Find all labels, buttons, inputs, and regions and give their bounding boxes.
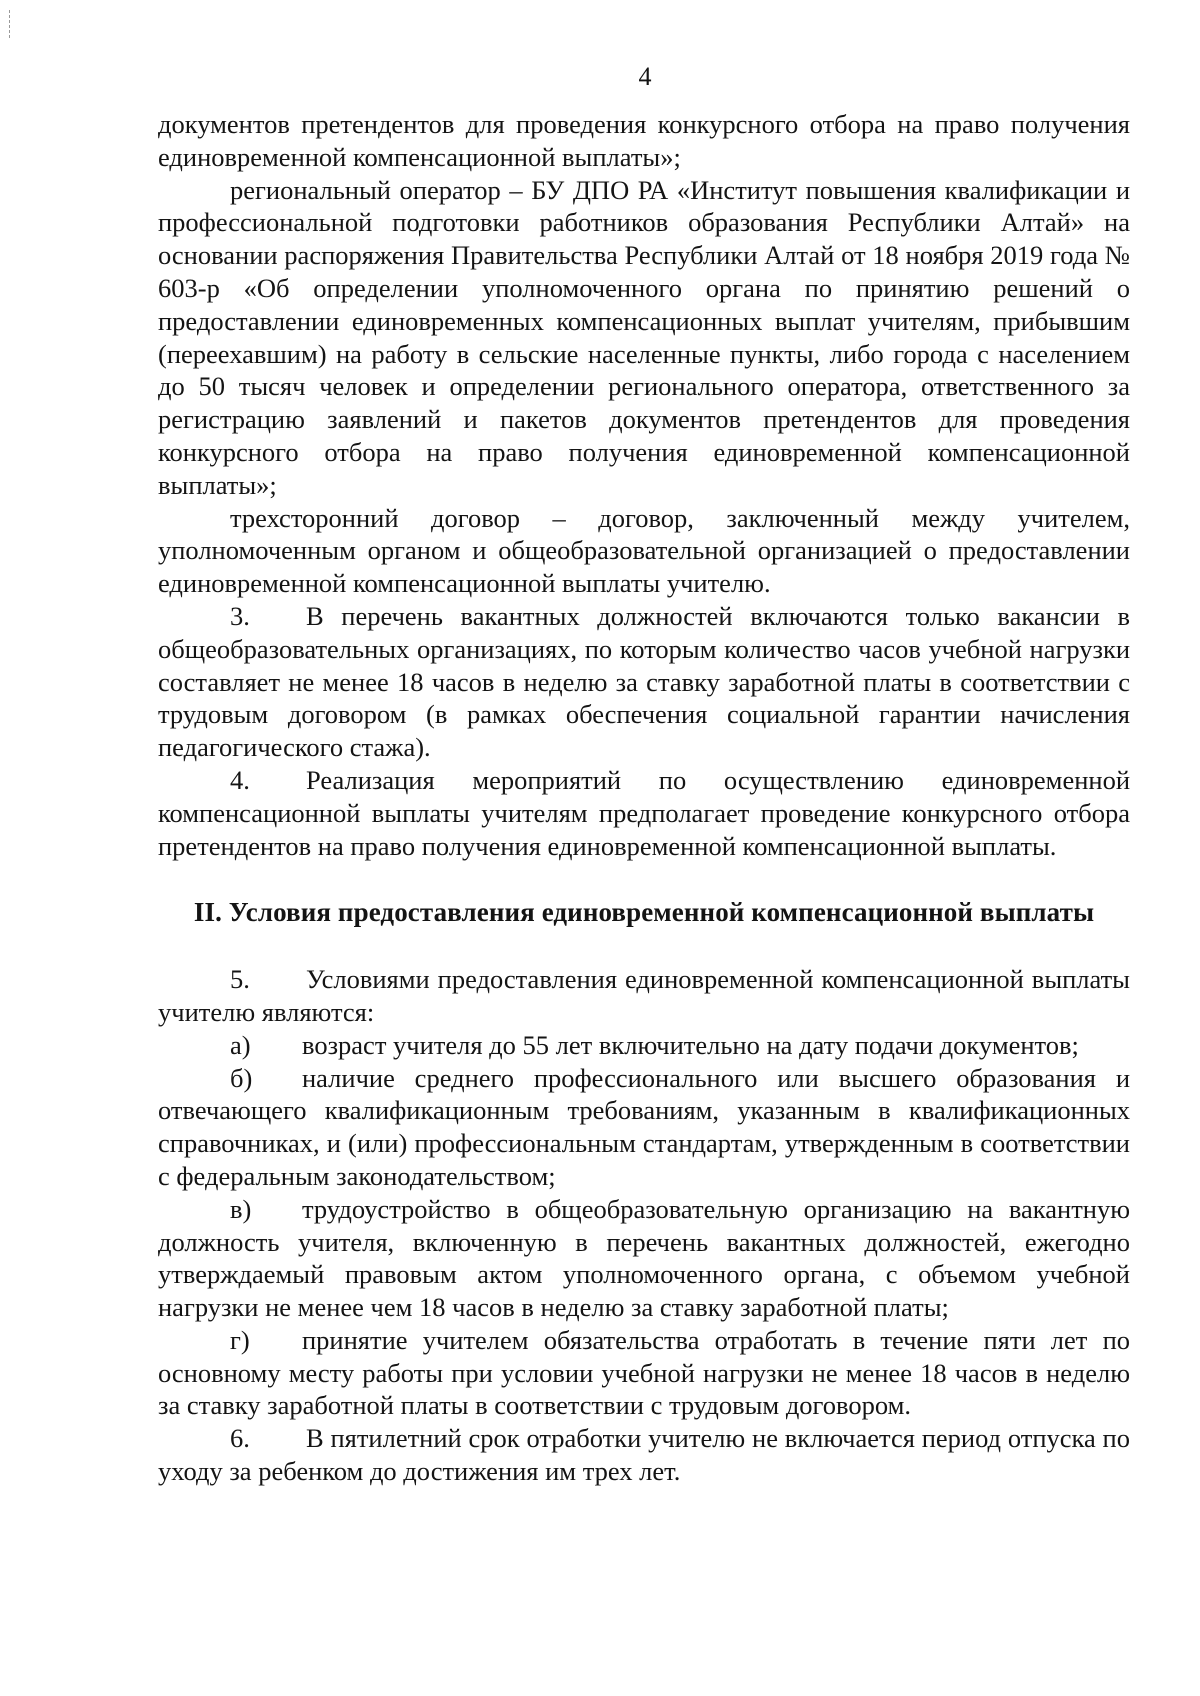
item-text: Реализация мероприятий по осуществлению единовременной компенсационной выплаты учителям предполагает проведение конкурсного отбора претендентов на право получения единовременной компенсационной выплаты. (158, 764, 1130, 861)
paragraph-continuation: документов претендентов для проведения конкурсного отбора на право получения единовременной компенсационной выплаты»; (158, 109, 1130, 172)
subitem-letter: б) (230, 1062, 253, 1093)
subitem-text: наличие среднего профессионального или высшего образования и отвечающего квалификационным требованиям, указанным в квалификационных справочниках, и (или) профессиональным стандартам, утвержденным в соответствии с федеральным законодательством; (158, 1062, 1130, 1191)
subitem-b (158, 1062, 1130, 1193)
section-title: II. Условия предоставления единовременной компенсационной выплаты (193, 897, 1095, 928)
subitem-a (158, 1029, 1130, 1062)
item-number: 5. (230, 964, 250, 995)
subitem-g (158, 1324, 1130, 1422)
item-text: В перечень вакантных должностей включаются только вакансии в общеобразовательных организациях, по которым количество часов учебной нагрузки составляет не менее 18 часов в неделю за ставку заработной платы в соответствии с трудовым договором (в рамках обеспечения социальной гарантии начисления педагогического стажа). (158, 600, 1130, 763)
subitem-letter: а) (230, 1029, 251, 1060)
page-number: 4 (638, 62, 652, 91)
item-3 (158, 600, 1130, 764)
document-body (158, 108, 1130, 1488)
subitem-letter: г) (230, 1324, 250, 1355)
paragraph-tripartite-agreement: трехсторонний договор – договор, заключенный между учителем, уполномоченным органом и общеобразовательной организацией о предоставлении единовременной компенсационной выплаты учителю. (158, 502, 1130, 599)
item-number: 6. (230, 1423, 250, 1454)
item-number: 3. (230, 600, 250, 631)
subitem-text: трудоустройство в общеобразовательную организацию на вакантную должность учителя, включенную в перечень вакантных должностей, ежегодно утверждаемый правовым актом уполномоченного органа, с объемом учебной нагрузки не менее чем 18 часов в неделю за ставку заработной платы; (158, 1193, 1130, 1323)
item-4 (158, 764, 1130, 862)
item-text: В пятилетний срок отработки учителю не включается период отпуска по уходу за ребенком до достижения им трех лет. (158, 1423, 1130, 1487)
item-6 (158, 1422, 1130, 1488)
item-5 (158, 963, 1130, 1029)
subitem-text: принятие учителем обязательства отработать в течение пяти лет по основному месту работы при условии учебной нагрузки не менее 18 часов в неделю за ставку заработной платы в соответствии с трудовым договором. (158, 1324, 1130, 1421)
subitem-letter: в) (230, 1193, 252, 1224)
paragraph-regional-operator: региональный оператор – БУ ДПО РА «Институт повышения квалификации и профессиональной подготовки работников образования Республики Алтай» на основании распоряжения Правительства Республики Алтай от 18 ноября 2019 года № 603-р «Об определении уполномоченного органа по принятию решений о предоставлении единовременных компенсационных выплат учителям, прибывшим (переехавшим) на работу в сельские населенные пункты, либо города с населением до 50 тысяч человек и определении регионального оператора, ответственного за регистрацию заявлений и пакетов документов претендентов для проведения конкурсного отбора на право получения единовременной компенсационной выплаты»; (158, 174, 1130, 500)
subitem-text: возраст учителя до 55 лет включительно на дату подачи документов; (302, 1029, 1079, 1060)
subitem-v (158, 1193, 1130, 1324)
item-number: 4. (230, 764, 250, 795)
scan-edge-mark (9, 10, 12, 38)
item-text: Условиями предоставления единовременной компенсационной выплаты учителю являются: (158, 964, 1130, 1027)
